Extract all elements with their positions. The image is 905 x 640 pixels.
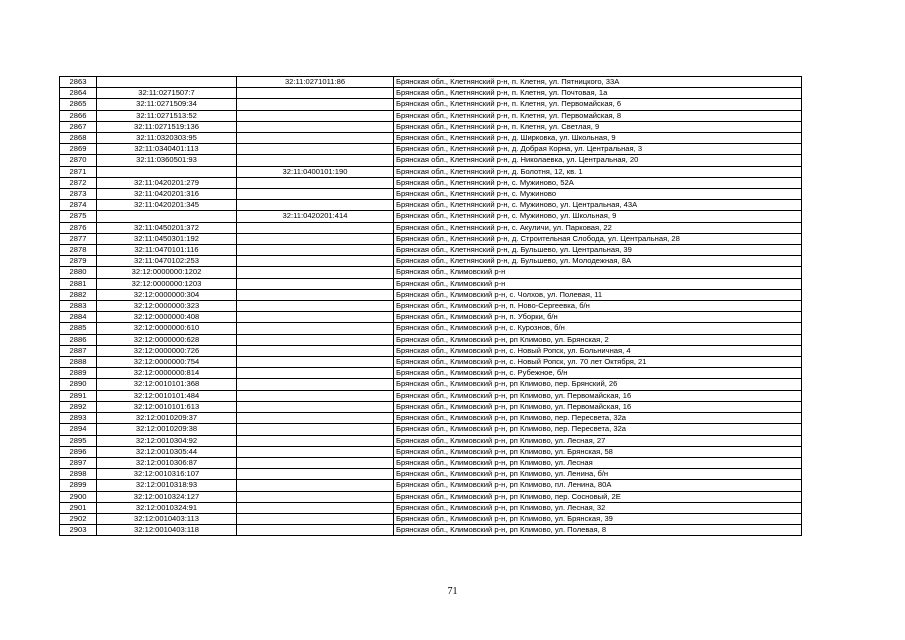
cadastral-number-alt-cell: [237, 424, 394, 435]
cadastral-number-cell: 32:11:0420201:279: [97, 177, 237, 188]
address-cell: Брянская обл., Климовский р-н: [394, 278, 802, 289]
address-cell: Брянская обл., Клетнянский р-н, с. Акуличи, ул. Парковая, 22: [394, 222, 802, 233]
table-row: [60, 177, 802, 188]
address-cell: Брянская обл., Клетнянский р-н, п. Клетня, ул. Первомайская, 8: [394, 110, 802, 121]
cadastral-number-cell: 32:12:0010101:484: [97, 390, 237, 401]
row-number-cell: 2886: [60, 334, 97, 345]
cadastral-number-alt-cell: [237, 88, 394, 99]
table-row: [60, 480, 802, 491]
table-row: [60, 200, 802, 211]
cadastral-number-cell: 32:12:0000000:814: [97, 368, 237, 379]
row-number-cell: 2890: [60, 379, 97, 390]
row-number-cell: 2887: [60, 345, 97, 356]
address-cell: Брянская обл., Климовский р-н, рп Климово, ул. Первомайская, 16: [394, 390, 802, 401]
cadastral-number-cell: 32:12:0000000:726: [97, 345, 237, 356]
row-number-cell: 2868: [60, 133, 97, 144]
table-row: [60, 502, 802, 513]
row-number-cell: 2864: [60, 88, 97, 99]
table-row: [60, 368, 802, 379]
cadastral-number-cell: 32:12:0010305:44: [97, 446, 237, 457]
row-number-cell: 2899: [60, 480, 97, 491]
row-number-cell: 2875: [60, 211, 97, 222]
row-number-cell: 2884: [60, 312, 97, 323]
cadastral-number-alt-cell: [237, 345, 394, 356]
table-row: [60, 121, 802, 132]
cadastral-number-alt-cell: [237, 200, 394, 211]
cadastral-number-alt-cell: [237, 110, 394, 121]
address-cell: Брянская обл., Климовский р-н, п. Ново-Сергеевка, б/н: [394, 301, 802, 312]
page-number: 71: [447, 586, 458, 597]
row-number-cell: 2894: [60, 424, 97, 435]
cadastral-number-cell: 32:11:0420201:345: [97, 200, 237, 211]
row-number-cell: 2879: [60, 256, 97, 267]
table-row: [60, 390, 802, 401]
cadastral-number-alt-cell: [237, 334, 394, 345]
row-number-cell: 2871: [60, 166, 97, 177]
row-number-cell: 2878: [60, 245, 97, 256]
table-row: [60, 88, 802, 99]
property-registry-table: [59, 76, 802, 536]
row-number-cell: 2880: [60, 267, 97, 278]
cadastral-number-cell: 32:12:0000000:754: [97, 357, 237, 368]
row-number-cell: 2889: [60, 368, 97, 379]
table-row: [60, 256, 802, 267]
cadastral-number-alt-cell: [237, 222, 394, 233]
cadastral-number-alt-cell: [237, 379, 394, 390]
cadastral-number-cell: 32:11:0450301:192: [97, 233, 237, 244]
row-number-cell: 2902: [60, 513, 97, 524]
row-number-cell: 2865: [60, 99, 97, 110]
address-cell: Брянская обл., Клетнянский р-н, д. Ширковка, ул. Школьная, 9: [394, 133, 802, 144]
table-row: [60, 155, 802, 166]
table-row: [60, 345, 802, 356]
table-row: [60, 413, 802, 424]
cadastral-number-alt-cell: [237, 301, 394, 312]
cadastral-number-alt-cell: [237, 502, 394, 513]
table-row: [60, 334, 802, 345]
table-row: [60, 77, 802, 88]
table-row: [60, 267, 802, 278]
address-cell: Брянская обл., Клетнянский р-н, с. Мужиново, 52А: [394, 177, 802, 188]
cadastral-number-cell: 32:12:0010209:38: [97, 424, 237, 435]
cadastral-number-cell: 32:12:0010324:127: [97, 491, 237, 502]
row-number-cell: 2895: [60, 435, 97, 446]
address-cell: Брянская обл., Климовский р-н, с. Чолхов, ул. Полевая, 11: [394, 289, 802, 300]
registry-table-body: [60, 77, 802, 536]
address-cell: Брянская обл., Климовский р-н, рп Климово, ул. Брянская, 2: [394, 334, 802, 345]
address-cell: Брянская обл., Клетнянский р-н, д. Бульшево, ул. Центральная, 39: [394, 245, 802, 256]
table-row: [60, 245, 802, 256]
table-row: [60, 401, 802, 412]
cadastral-number-cell: 32:12:0010316:107: [97, 469, 237, 480]
address-cell: Брянская обл., Климовский р-н, рп Климово, пер. Сосновый, 2Е: [394, 491, 802, 502]
cadastral-number-alt-cell: [237, 121, 394, 132]
cadastral-number-cell: 32:11:0320303:95: [97, 133, 237, 144]
cadastral-number-cell: 32:11:0420201:316: [97, 189, 237, 200]
cadastral-number-cell: 32:12:0000000:628: [97, 334, 237, 345]
row-number-cell: 2872: [60, 177, 97, 188]
cadastral-number-cell: 32:12:0010304:92: [97, 435, 237, 446]
table-row: [60, 469, 802, 480]
address-cell: Брянская обл., Клетнянский р-н, с. Мужиново: [394, 189, 802, 200]
cadastral-number-alt-cell: [237, 233, 394, 244]
cadastral-number-cell: 32:12:0000000:1203: [97, 278, 237, 289]
cadastral-number-alt-cell: [237, 401, 394, 412]
address-cell: Брянская обл., Климовский р-н, с. Рубежное, б/н: [394, 368, 802, 379]
row-number-cell: 2883: [60, 301, 97, 312]
cadastral-number-cell: 32:12:0010209:37: [97, 413, 237, 424]
cadastral-number-alt-cell: [237, 368, 394, 379]
row-number-cell: 2885: [60, 323, 97, 334]
cadastral-number-alt-cell: [237, 323, 394, 334]
row-number-cell: 2888: [60, 357, 97, 368]
address-cell: Брянская обл., Климовский р-н, рп Климово, ул. Брянская, 58: [394, 446, 802, 457]
address-cell: Брянская обл., Клетнянский р-н, д. Строительная Слобода, ул. Центральная, 28: [394, 233, 802, 244]
address-cell: Брянская обл., Клетнянский р-н, п. Клетня, ул. Пятницкого, 33А: [394, 77, 802, 88]
address-cell: Брянская обл., Климовский р-н, рп Климово, пл. Ленина, 80А: [394, 480, 802, 491]
row-number-cell: 2903: [60, 525, 97, 536]
cadastral-number-cell: 32:12:0010101:368: [97, 379, 237, 390]
cadastral-number-alt-cell: [237, 99, 394, 110]
cadastral-number-alt-cell: [237, 177, 394, 188]
row-number-cell: 2877: [60, 233, 97, 244]
address-cell: Брянская обл., Климовский р-н, рп Климово, пер. Брянский, 26: [394, 379, 802, 390]
address-cell: Брянская обл., Климовский р-н, рп Климово, ул. Лесная, 27: [394, 435, 802, 446]
table-row: [60, 278, 802, 289]
cadastral-number-cell: 32:12:0000000:1202: [97, 267, 237, 278]
cadastral-number-cell: [97, 166, 237, 177]
table-row: [60, 289, 802, 300]
table-row: [60, 110, 802, 121]
address-cell: Брянская обл., Клетнянский р-н, п. Клетня, ул. Почтовая, 1а: [394, 88, 802, 99]
row-number-cell: 2896: [60, 446, 97, 457]
cadastral-number-alt-cell: [237, 457, 394, 468]
table-row: [60, 189, 802, 200]
cadastral-number-cell: 32:12:0010403:113: [97, 513, 237, 524]
cadastral-number-cell: 32:11:0360501:93: [97, 155, 237, 166]
address-cell: Брянская обл., Клетнянский р-н, д. Добрая Корна, ул. Центральная, 3: [394, 144, 802, 155]
address-cell: Брянская обл., Клетнянский р-н, д. Бульшево, ул. Молодежная, 8А: [394, 256, 802, 267]
cadastral-number-alt-cell: [237, 413, 394, 424]
cadastral-number-cell: 32:11:0271507:7: [97, 88, 237, 99]
table-row: [60, 166, 802, 177]
address-cell: Брянская обл., Климовский р-н, рп Климово, ул. Брянская, 39: [394, 513, 802, 524]
row-number-cell: 2882: [60, 289, 97, 300]
cadastral-number-alt-cell: [237, 289, 394, 300]
cadastral-number-cell: 32:12:0010324:91: [97, 502, 237, 513]
row-number-cell: 2897: [60, 457, 97, 468]
cadastral-number-cell: 32:12:0000000:408: [97, 312, 237, 323]
address-cell: Брянская обл., Клетнянский р-н, д. Болотня, 12, кв. 1: [394, 166, 802, 177]
cadastral-number-alt-cell: [237, 155, 394, 166]
cadastral-number-cell: 32:11:0271509:34: [97, 99, 237, 110]
cadastral-number-alt-cell: [237, 256, 394, 267]
address-cell: Брянская обл., Климовский р-н, рп Климово, пер. Пересвета, 32а: [394, 413, 802, 424]
cadastral-number-alt-cell: 32:11:0400101:190: [237, 166, 394, 177]
cadastral-number-cell: 32:12:0010101:613: [97, 401, 237, 412]
cadastral-number-alt-cell: [237, 189, 394, 200]
cadastral-number-alt-cell: [237, 513, 394, 524]
row-number-cell: 2900: [60, 491, 97, 502]
row-number-cell: 2892: [60, 401, 97, 412]
row-number-cell: 2891: [60, 390, 97, 401]
cadastral-number-cell: 32:12:0000000:304: [97, 289, 237, 300]
address-cell: Брянская обл., Клетнянский р-н, д. Николаевка, ул. Центральная, 20: [394, 155, 802, 166]
table-row: [60, 233, 802, 244]
table-row: [60, 491, 802, 502]
table-row: [60, 357, 802, 368]
cadastral-number-alt-cell: [237, 390, 394, 401]
address-cell: Брянская обл., Клетнянский р-н, с. Мужиново, ул. Центральная, 43А: [394, 200, 802, 211]
cadastral-number-cell: [97, 77, 237, 88]
row-number-cell: 2898: [60, 469, 97, 480]
cadastral-number-alt-cell: [237, 133, 394, 144]
row-number-cell: 2869: [60, 144, 97, 155]
row-number-cell: 2881: [60, 278, 97, 289]
cadastral-number-cell: 32:11:0271519:136: [97, 121, 237, 132]
address-cell: Брянская обл., Климовский р-н, рп Климово, ул. Полевая, 8: [394, 525, 802, 536]
row-number-cell: 2876: [60, 222, 97, 233]
cadastral-number-alt-cell: [237, 491, 394, 502]
table-row: [60, 133, 802, 144]
cadastral-number-cell: 32:11:0470102:253: [97, 256, 237, 267]
row-number-cell: 2863: [60, 77, 97, 88]
cadastral-number-alt-cell: [237, 469, 394, 480]
cadastral-number-alt-cell: [237, 525, 394, 536]
table-row: [60, 457, 802, 468]
table-row: [60, 211, 802, 222]
cadastral-number-alt-cell: [237, 278, 394, 289]
address-cell: Брянская обл., Клетнянский р-н, п. Клетня, ул. Первомайская, 6: [394, 99, 802, 110]
cadastral-number-alt-cell: 32:11:0420201:414: [237, 211, 394, 222]
cadastral-number-cell: 32:12:0000000:610: [97, 323, 237, 334]
table-row: [60, 144, 802, 155]
table-row: [60, 99, 802, 110]
row-number-cell: 2866: [60, 110, 97, 121]
table-row: [60, 323, 802, 334]
row-number-cell: 2873: [60, 189, 97, 200]
address-cell: Брянская обл., Климовский р-н, с. Новый Ропск, ул. Больничная, 4: [394, 345, 802, 356]
address-cell: Брянская обл., Климовский р-н, рп Климово, пер. Пересвета, 32а: [394, 424, 802, 435]
cadastral-number-cell: 32:12:0000000:323: [97, 301, 237, 312]
table-row: [60, 525, 802, 536]
address-cell: Брянская обл., Климовский р-н, рп Климово, ул. Лесная, 32: [394, 502, 802, 513]
cadastral-number-alt-cell: [237, 357, 394, 368]
table-row: [60, 446, 802, 457]
cadastral-number-alt-cell: 32:11:0271011:86: [237, 77, 394, 88]
table-row: [60, 513, 802, 524]
table-row: [60, 424, 802, 435]
address-cell: Брянская обл., Климовский р-н, п. Уборки, б/н: [394, 312, 802, 323]
row-number-cell: 2874: [60, 200, 97, 211]
cadastral-number-alt-cell: [237, 267, 394, 278]
row-number-cell: 2870: [60, 155, 97, 166]
address-cell: Брянская обл., Клетнянский р-н, п. Клетня, ул. Светлая, 9: [394, 121, 802, 132]
address-cell: Брянская обл., Климовский р-н, рп Климово, ул. Первомайская, 16: [394, 401, 802, 412]
address-cell: Брянская обл., Климовский р-н: [394, 267, 802, 278]
address-cell: Брянская обл., Клетнянский р-н, с. Мужиново, ул. Школьная, 9: [394, 211, 802, 222]
row-number-cell: 2867: [60, 121, 97, 132]
cadastral-number-cell: 32:11:0271513:52: [97, 110, 237, 121]
address-cell: Брянская обл., Климовский р-н, с. Курознов, б/н: [394, 323, 802, 334]
cadastral-number-cell: 32:11:0340401:113: [97, 144, 237, 155]
address-cell: Брянская обл., Климовский р-н, рп Климово, ул. Лесная: [394, 457, 802, 468]
cadastral-number-alt-cell: [237, 245, 394, 256]
cadastral-number-alt-cell: [237, 446, 394, 457]
cadastral-number-cell: 32:12:0010403:118: [97, 525, 237, 536]
cadastral-number-alt-cell: [237, 144, 394, 155]
cadastral-number-cell: 32:12:0010318:93: [97, 480, 237, 491]
cadastral-number-alt-cell: [237, 312, 394, 323]
cadastral-number-alt-cell: [237, 435, 394, 446]
table-row: [60, 435, 802, 446]
cadastral-number-cell: 32:11:0450201:372: [97, 222, 237, 233]
table-row: [60, 222, 802, 233]
address-cell: Брянская обл., Климовский р-н, с. Новый Ропск, ул. 70 лет Октября, 21: [394, 357, 802, 368]
row-number-cell: 2893: [60, 413, 97, 424]
cadastral-number-cell: 32:11:0470101:116: [97, 245, 237, 256]
cadastral-number-cell: [97, 211, 237, 222]
row-number-cell: 2901: [60, 502, 97, 513]
cadastral-number-cell: 32:12:0010306:87: [97, 457, 237, 468]
table-row: [60, 379, 802, 390]
address-cell: Брянская обл., Климовский р-н, рп Климово, ул. Ленина, б/н: [394, 469, 802, 480]
table-row: [60, 301, 802, 312]
cadastral-number-alt-cell: [237, 480, 394, 491]
table-row: [60, 312, 802, 323]
